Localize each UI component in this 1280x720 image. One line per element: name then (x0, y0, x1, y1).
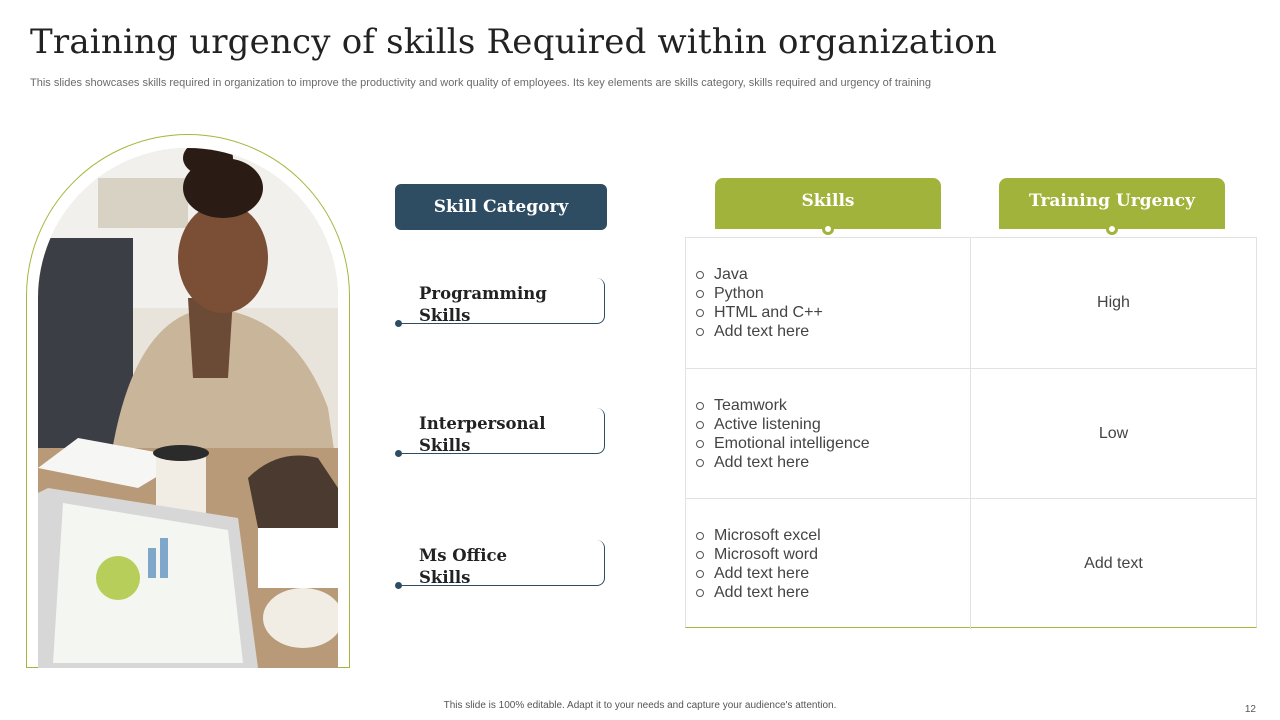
list-item: Add text here (696, 583, 821, 602)
category-item-programming (395, 278, 607, 326)
slide-footer: This slide is 100% editable. Adapt it to your needs and capture your audience's attention. (443, 700, 837, 711)
slide-title: Training urgency of skills Required within organization (30, 22, 998, 62)
skills-cell (686, 499, 971, 629)
table-row (686, 368, 1256, 499)
category-label-line2: Skills (419, 436, 471, 455)
list-item: Microsoft word (696, 545, 821, 564)
list-item: Add text here (696, 564, 821, 583)
category-item-ms-office (395, 540, 607, 588)
list-item: Add text here (696, 322, 823, 341)
list-item: Java (696, 265, 823, 284)
category-label (419, 283, 569, 327)
category-label (419, 545, 569, 589)
table-row (686, 498, 1256, 629)
connector-dot (395, 450, 402, 457)
list-item: Microsoft excel (696, 526, 821, 545)
header-knob (1106, 223, 1118, 235)
training-urgency-header (999, 178, 1225, 229)
team-meeting-photo (38, 148, 338, 668)
skills-list (686, 265, 823, 341)
skills-cell (686, 238, 971, 368)
category-label (419, 413, 569, 457)
connector-dot (395, 320, 402, 327)
skills-cell (686, 369, 971, 499)
list-item: Active listening (696, 415, 870, 434)
skills-list (686, 396, 870, 472)
page-number: 12 (1244, 704, 1256, 715)
category-label-line1: Interpersonal (419, 414, 546, 433)
list-item: Teamwork (696, 396, 870, 415)
slide-subtitle: This slides showcases skills required in organization to improve the productivity and work quality of employees. Its key elements are skills category, skills required and urgency of training (30, 77, 931, 89)
category-label-line2: Skills (419, 306, 471, 325)
list-item: Emotional intelligence (696, 434, 870, 453)
connector-dot (395, 582, 402, 589)
table-row (686, 238, 1256, 368)
skills-list (686, 526, 821, 602)
list-item: HTML and C++ (696, 303, 823, 322)
urgency-cell: High (1097, 294, 1130, 311)
urgency-cell: Low (1098, 425, 1129, 442)
skill-category-header: Skill Category (395, 184, 607, 230)
list-item: Python (696, 284, 823, 303)
urgency-cell: Add text (1084, 555, 1143, 572)
list-item: Add text here (696, 453, 870, 472)
category-label-line2: Skills (419, 568, 471, 587)
category-label-line1: Ms Office (419, 546, 508, 565)
skills-header-label: Skills (801, 190, 855, 211)
category-item-interpersonal (395, 408, 607, 456)
category-label-line1: Programming (419, 284, 547, 303)
skills-header (715, 178, 941, 229)
skills-table (685, 237, 1257, 628)
training-urgency-header-label: Training Urgency (1029, 190, 1195, 211)
header-knob (822, 223, 834, 235)
